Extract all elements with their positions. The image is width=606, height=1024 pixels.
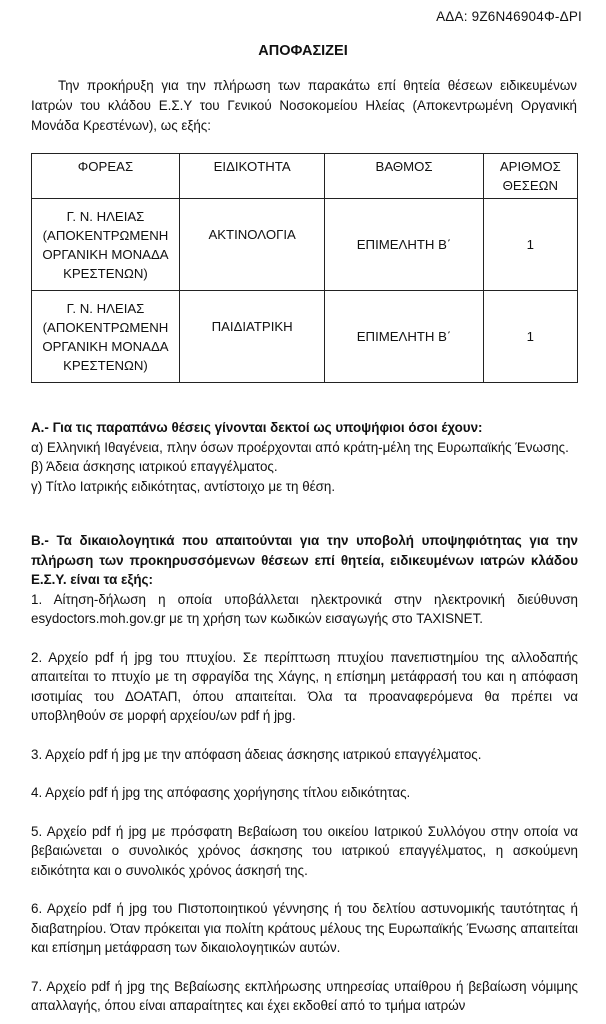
table-row bbox=[32, 199, 578, 291]
cell-specialty bbox=[179, 199, 325, 291]
ada-code: ΑΔΑ: 9Ζ6Ν46904Φ-ΔΡΙ bbox=[436, 9, 582, 24]
specialty-text: ΑΚΤΙΝΟΛΟΓΙΑ bbox=[208, 227, 296, 242]
cell-foreas: Γ. Ν. ΗΛΕΙΑΣ (ΑΠΟΚΕΝΤΡΩΜΕΝΗ ΟΡΓΑΝΙΚΗ ΜΟΝΑΔΑ ΚΡΕΣΤΕΝΩΝ) bbox=[32, 291, 180, 383]
section-b-item: 7. Αρχείο pdf ή jpg της Βεβαίωσης εκπλήρωσης υπηρεσίας υπαίθρου ή βεβαίωση νόμιμης απαλλαγής, όπου είναι απαραίτητες και έχει εκδοθεί από το τμήμα ιατρών bbox=[31, 978, 578, 1013]
cell-grade: ΕΠΙΜΕΛΗΤΗ Β΄ bbox=[325, 291, 483, 383]
cell-count: 1 bbox=[483, 199, 577, 291]
cell-count: 1 bbox=[483, 291, 577, 383]
section-b-item: 5. Αρχείο pdf ή jpg με πρόσφατη Βεβαίωση του οικείου Ιατρικού Συλλόγου στην οποία να βεβαιώνεται ο συνολικός χρόνος άσκησης του ιατρικού επαγγέλματος, η ασκούμενη ειδικότητα και ο συνολικός χρόνος άσκησή της. bbox=[31, 823, 578, 878]
header-grade: ΒΑΘΜΟΣ bbox=[325, 154, 483, 199]
section-b-item: 2. Αρχείο pdf ή jpg του πτυχίου. Σε περίπτωση πτυχίου πανεπιστημίου της αλλοδαπής απαιτείται το πτυχίο με τη σφραγίδα της Χάγης, η επίσημη μετάφρασή του και η απόφαση ισοτιμίας του ΔΟΑΤΑΠ, όπου απαιτείται. Όλα τα προαναφερόμενα θα πρέπει να υποβληθούν σε μορφή αρχείου/ων pdf ή jpg. bbox=[31, 649, 578, 723]
header-specialty: ΕΙΔΙΚΟΤΗΤΑ bbox=[179, 154, 325, 199]
specialty-text: ΠΑΙΔΙΑΤΡΙΚΗ bbox=[211, 319, 293, 334]
section-b-heading: Β.- Τα δικαιολογητικά που απαιτούνται για την υποβολή υποψηφιότητας για την πλήρωση των προκηρυσσόμενων θέσεων επί θητεία, ειδικευμένων ιατρών κλάδου Ε.Σ.Υ. είναι τα εξής: bbox=[31, 533, 578, 587]
table-header-row bbox=[32, 154, 578, 199]
document-title: ΑΠΟΦΑΣΙΖΕΙ bbox=[258, 43, 348, 59]
cell-grade: ΕΠΙΜΕΛΗΤΗ Β΄ bbox=[325, 199, 483, 291]
cell-specialty bbox=[179, 291, 325, 383]
header-count: ΑΡΙΘΜΟΣ ΘΕΣΕΩΝ bbox=[483, 154, 577, 199]
section-a-heading: Α.- Για τις παραπάνω θέσεις γίνονται δεκτοί ως υποψήφιοι όσοι έχουν: bbox=[31, 420, 483, 435]
cell-foreas: Γ. Ν. ΗΛΕΙΑΣ (ΑΠΟΚΕΝΤΡΩΜΕΝΗ ΟΡΓΑΝΙΚΗ ΜΟΝΑΔΑ ΚΡΕΣΤΕΝΩΝ) bbox=[32, 199, 180, 291]
section-a-item: α) Ελληνική Ιθαγένεια, πλην όσων προέρχονται από κράτη-μέλη της Ευρωπαϊκής Ένωσης. bbox=[31, 439, 569, 455]
section-a bbox=[31, 418, 578, 496]
section-b-item: 6. Αρχείο pdf ή jpg του Πιστοποιητικού γέννησης ή του δελτίου αστυνομικής ταυτότητας ή διαβατηρίου. Όταν πρόκειται για πολίτη κράτους μέλους της Ευρωπαϊκής Ένωσης απαιτείται και επίσημη μετάφραση των δικαιολογητικών αυτών. bbox=[31, 901, 578, 955]
section-b bbox=[31, 531, 578, 1016]
section-a-item: β) Άδεια άσκησης ιατρικού επαγγέλματος. bbox=[31, 459, 278, 474]
section-b-item: 4. Αρχείο pdf ή jpg της απόφασης χορήγησης τίτλου ειδικότητας. bbox=[31, 785, 411, 800]
intro-paragraph: Την προκήρυξη για την πλήρωση των παρακάτω επί θητεία θέσεων ειδικευμένων Ιατρών του κλάδου Ε.Σ.Υ του Γενικού Νοσοκομείου Ηλείας (Αποκεντρωμένη Οργανική Μονάδα Κρεστένων), ως εξής: bbox=[31, 78, 577, 133]
positions-table bbox=[31, 153, 578, 383]
header-foreas: ΦΟΡΕΑΣ bbox=[32, 154, 180, 199]
section-b-item: 3. Αρχείο pdf ή jpg με την απόφαση άδειας άσκησης ιατρικού επαγγέλματος. bbox=[31, 746, 482, 762]
section-a-item: γ) Τίτλο Ιατρικής ειδικότητας, αντίστοιχο με τη θέση. bbox=[31, 478, 336, 494]
section-b-item: 1. Αίτηση-δήλωση η οποία υποβάλλεται ηλεκτρονικά στην ηλεκτρονική διεύθυνση esydoctors.moh.gov.gr με τη χρήση των κωδικών εισαγωγής στο TAXISNET. bbox=[31, 591, 578, 626]
table-row bbox=[32, 291, 578, 383]
